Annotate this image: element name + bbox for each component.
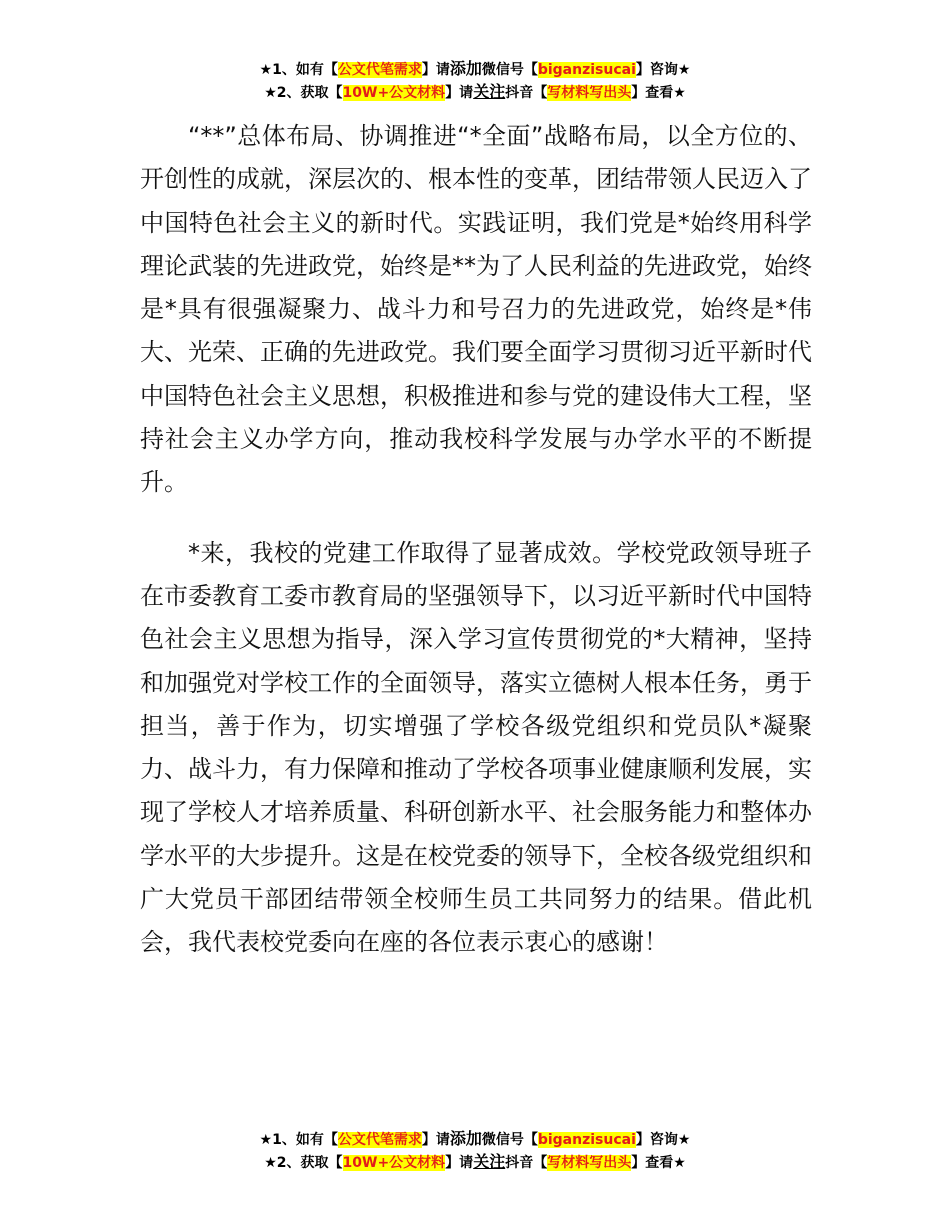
footer-line1-emphasis: 添加 <box>449 1129 482 1148</box>
header-line2-suffix: 】查看★ <box>631 85 686 101</box>
footer-line-1 <box>0 1128 950 1151</box>
footer-line2-mid1: 】请 <box>445 1155 474 1171</box>
header-line2-mid2: 抖音【 <box>505 85 548 101</box>
header-line2-prefix: ★2、获取【 <box>264 85 343 101</box>
header-line2-mid1: 】请 <box>445 85 474 101</box>
header-line-2 <box>0 81 950 104</box>
header-line1-prefix: ★1、如有【 <box>259 62 338 78</box>
paragraph-1: “**”总体布局、协调推进“*全面”战略布局，以全方位的、开创性的成就，深层次的、根本性的变革，团结带领人民迈入了中国特色社会主义的新时代。实践证明，我们党是*始终用科学理论武装的先进政党，始终是**为了人民利益的先进政党，始终是*具有很强凝聚力、战斗力和号召力的先进政党，始终是*伟大、光荣、正确的先进政党。我们要全面学习贯彻习近平新时代中国特色社会主义思想，积极推进和参与党的建设伟大工程，坚持社会主义办学方向，推动我校科学发展与办学水平的不断提升。 <box>140 122 812 497</box>
footer-line1-mid1: 】请 <box>421 1132 450 1148</box>
header-line2-highlight-douyin: 写材料写出头 <box>547 85 632 101</box>
header-line1-mid1: 】请 <box>421 62 450 78</box>
document-body <box>140 115 812 965</box>
footer-banner <box>0 1128 950 1174</box>
footer-line-2 <box>0 1151 950 1174</box>
footer-line2-mid2: 抖音【 <box>505 1155 548 1171</box>
footer-line2-emphasis: 关注 <box>473 1152 506 1171</box>
header-line2-highlight-materials: 10W+公文材料 <box>342 85 446 101</box>
footer-line2-highlight-materials: 10W+公文材料 <box>342 1155 446 1171</box>
footer-line1-suffix: 】咨询★ <box>635 1132 691 1148</box>
footer-line2-suffix: 】查看★ <box>631 1155 686 1171</box>
footer-line1-highlight-wechat: biganzisucai <box>537 1132 636 1148</box>
header-line1-highlight-service: 公文代笔需求 <box>337 62 422 78</box>
header-line1-emphasis: 添加 <box>449 59 482 78</box>
footer-line2-highlight-douyin: 写材料写出头 <box>547 1155 632 1171</box>
footer-line2-prefix: ★2、获取【 <box>264 1155 343 1171</box>
header-banner <box>0 58 950 104</box>
footer-line1-mid2: 微信号【 <box>481 1132 538 1148</box>
paragraph-2: *来，我校的党建工作取得了显著成效。学校党政领导班子在市委教育工委市教育局的坚强领导下，以习近平新时代中国特色社会主义思想为指导，深入学习宣传贯彻党的*大精神，坚持和加强党对学校工作的全面领导，落实立德树人根本任务，勇于担当，善于作为，切实增强了学校各级党组织和党员队*凝聚力、战斗力，有力保障和推动了学校各项事业健康顺利发展，实现了学校人才培养质量、科研创新水平、社会服务能力和整体办学水平的大步提升。这是在校党委的领导下，全校各级党组织和广大党员干部团结带领全校师生员工共同努力的结果。借此机会，我代表校党委向在座的各位表示衷心的感谢！ <box>140 538 812 957</box>
header-line1-highlight-wechat: biganzisucai <box>537 62 636 78</box>
header-line-1 <box>0 58 950 81</box>
footer-line1-prefix: ★1、如有【 <box>259 1132 338 1148</box>
header-line1-suffix: 】咨询★ <box>635 62 691 78</box>
header-line1-mid2: 微信号【 <box>481 62 538 78</box>
footer-line1-highlight-service: 公文代笔需求 <box>337 1132 422 1148</box>
header-line2-emphasis: 关注 <box>473 82 506 101</box>
